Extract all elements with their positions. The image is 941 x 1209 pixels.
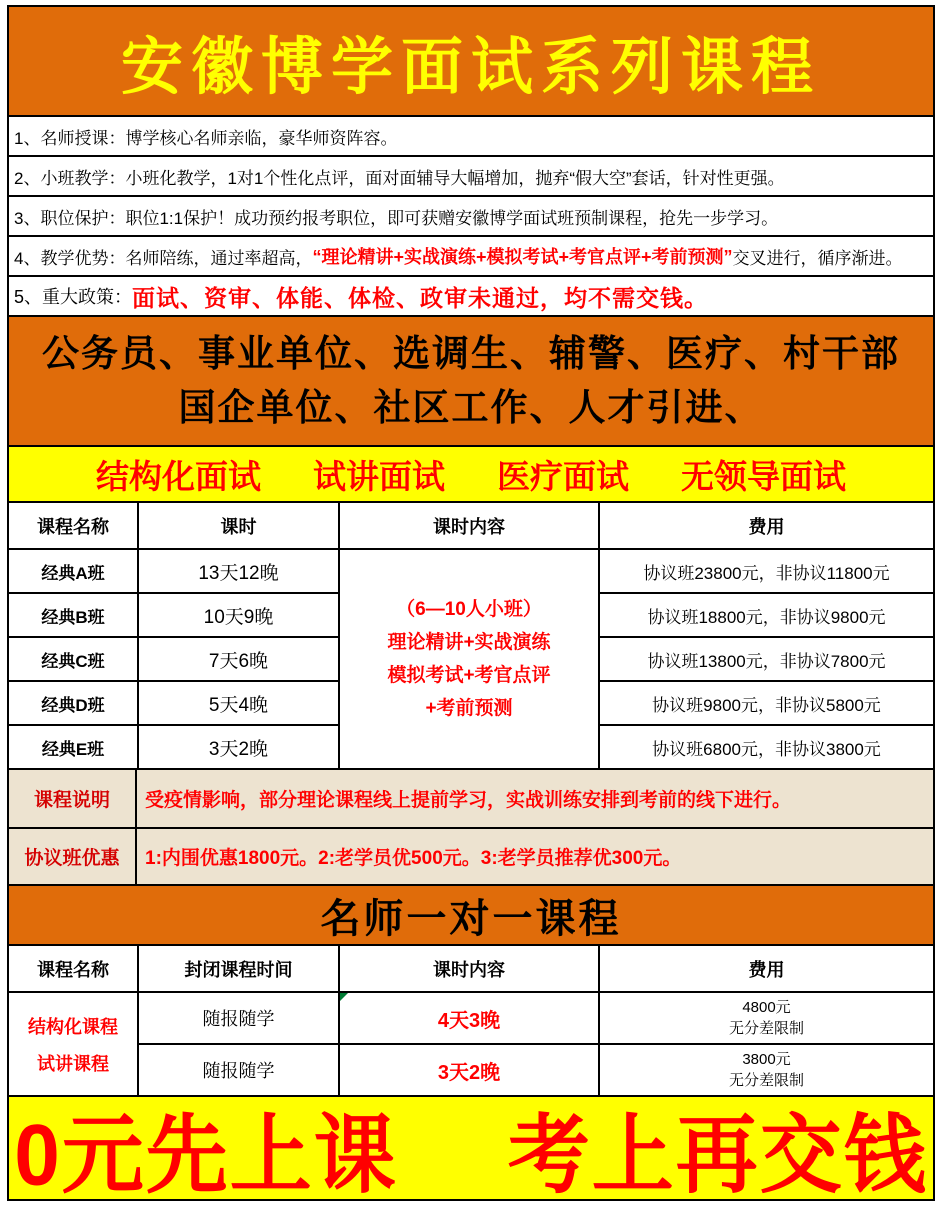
one-on-one-table	[7, 946, 935, 1097]
course-name-cell: 经典A班	[9, 548, 137, 592]
fee-cell: 协议班23800元，非协议11800元	[598, 548, 933, 592]
duration-cell: 13天12晚	[137, 548, 338, 592]
footer-slogan	[7, 1097, 935, 1204]
course-name-cell: 经典C班	[9, 636, 137, 680]
note-label: 协议班优惠	[9, 827, 137, 884]
content-line: +考前预测	[425, 698, 513, 720]
fee-cell	[598, 991, 933, 1043]
feature-row-3	[7, 197, 935, 237]
interview-types-bar	[7, 447, 935, 503]
fee-amount: 4800元	[742, 999, 791, 1016]
duration-cell: 5天4晚	[137, 680, 338, 724]
feature-row-5	[7, 277, 935, 317]
column-header-content: 课时内容	[338, 946, 598, 991]
feature-text: 1、名师授课：博学核心名师亲临，豪华师资阵容。	[14, 128, 398, 148]
course-table	[7, 503, 935, 770]
duration-cell: 3天2晚	[137, 724, 338, 768]
feature-text: 4、教学优势：名师陪练，通过率超高，	[14, 248, 313, 268]
column-header-duration: 课时	[137, 503, 338, 548]
course-name-cell: 经典B班	[9, 592, 137, 636]
fee-note: 无分差限制	[728, 1072, 804, 1089]
footer-slogan-left: 0元先上课	[14, 1107, 398, 1204]
content-merged-cell	[338, 548, 598, 768]
title-banner	[7, 5, 935, 117]
one-on-one-title: 名师一对一课程	[320, 896, 622, 941]
duration-cell: 7天6晚	[137, 636, 338, 680]
course-name-merged-cell	[9, 991, 137, 1095]
column-header-course-name: 课程名称	[37, 516, 109, 537]
interview-type-label: 试讲面试	[313, 457, 445, 495]
audience-line-1: 公务员、事业单位、选调生、辅警、医疗、村干部	[42, 333, 900, 375]
column-header-content: 课时内容	[338, 503, 598, 548]
duration-cell: 10天9晚	[137, 592, 338, 636]
feature-row-2	[7, 157, 935, 197]
note-text: 1:内围优惠1800元。2:老学员优500元。3:老学员推荐优300元。	[137, 827, 933, 884]
schedule-cell: 随报随学	[137, 1043, 338, 1095]
feature-text: 交叉进行，循序渐进。	[732, 248, 903, 268]
feature-text: 5、重大政策：	[14, 287, 133, 307]
column-header-schedule: 封闭课程时间	[137, 946, 338, 991]
feature-list	[7, 117, 935, 317]
fee-cell: 协议班6800元，非协议3800元	[598, 724, 933, 768]
fee-cell: 协议班18800元，非协议9800元	[598, 592, 933, 636]
course-name-cell: 结构化课程	[28, 1016, 118, 1037]
column-header-fee: 费用	[598, 946, 933, 991]
feature-row-1	[7, 117, 935, 157]
poster-title: 安徽博学面试系列课程	[120, 29, 821, 103]
fee-note: 无分差限制	[728, 1020, 804, 1037]
notes-section	[7, 770, 935, 886]
feature-highlight: 面试、资审、体能、体检、政审未通过，均不需交钱。	[132, 284, 709, 312]
comment-marker-icon	[340, 993, 348, 1001]
duration-value: 4天3晚	[437, 1009, 501, 1032]
course-name-cell: 试讲课程	[37, 1053, 109, 1074]
feature-row-4	[7, 237, 935, 277]
fee-cell: 协议班13800元，非协议7800元	[598, 636, 933, 680]
course-name-cell: 经典D班	[9, 680, 137, 724]
feature-text: 3、职位保护：职位1:1保护！成功预约报考职位，即可获赠安徽博学面试班预制课程，抢先一步学习。	[14, 208, 779, 228]
column-header-course-name: 课程名称	[37, 959, 109, 980]
column-header-fee: 费用	[598, 503, 933, 548]
duration-value: 3天2晚	[437, 1061, 501, 1084]
schedule-cell: 随报随学	[137, 991, 338, 1043]
interview-type-label: 结构化面试	[96, 457, 261, 495]
feature-text: 2、小班教学：小班化教学，1对1个性化点评，面对面辅导大幅增加，抛弃“假大空”套话，针对性更强。	[14, 168, 785, 188]
feature-highlight: “理论精讲+实战演练+模拟考试+考官点评+考前预测”	[312, 247, 733, 267]
content-line: 模拟考试+考官点评	[387, 665, 551, 686]
interview-type-label: 无领导面试	[681, 457, 846, 495]
interview-type-label: 医疗面试	[497, 457, 629, 495]
audience-banner	[7, 317, 935, 447]
course-name-cell: 经典E班	[9, 724, 137, 768]
content-line: （6—10人小班）	[396, 598, 542, 620]
note-text: 受疫情影响，部分理论课程线上提前学习，实战训练安排到考前的线下进行。	[145, 790, 792, 811]
fee-amount: 3800元	[742, 1051, 791, 1068]
one-on-one-banner	[7, 886, 935, 946]
note-label: 课程说明	[9, 770, 137, 827]
footer-slogan-right: 考上再交钱	[507, 1107, 928, 1204]
audience-line-2: 国企单位、社区工作、人才引进、	[178, 387, 764, 428]
fee-cell: 协议班9800元，非协议5800元	[598, 680, 933, 724]
content-line: 理论精讲+实战演练	[387, 631, 551, 653]
duration-cell	[338, 991, 598, 1043]
